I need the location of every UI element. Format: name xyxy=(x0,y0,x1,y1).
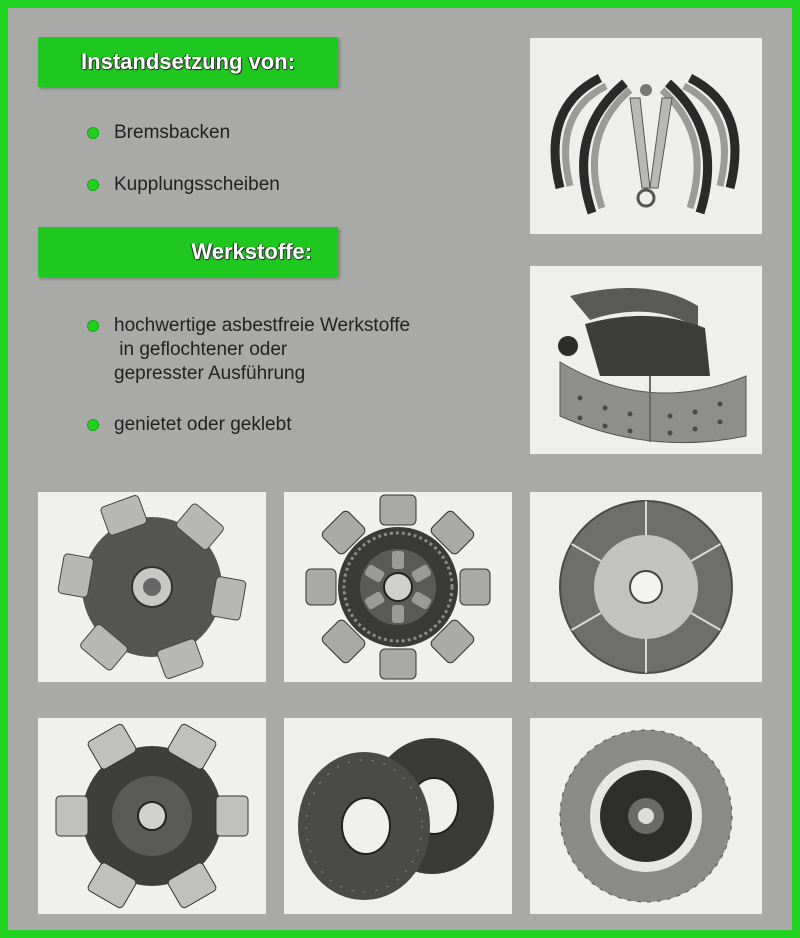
list-item-label xyxy=(114,314,410,386)
photo-brake-shoes xyxy=(530,38,762,234)
bullet-dot-icon xyxy=(88,321,98,331)
brake-shoe-assembly-icon xyxy=(530,266,762,454)
segmented-clutch-disc-icon xyxy=(530,492,762,682)
photo-clutch-disc-6-pad xyxy=(38,492,266,682)
organic-clutch-disc-icon xyxy=(530,718,762,914)
list-item-line: gepresster Ausführung xyxy=(114,363,306,384)
bullet-dot-icon xyxy=(88,128,98,138)
list-item-line: in geflochtener oder xyxy=(114,339,288,360)
ceramic-clutch-disc-6-pad-icon xyxy=(38,492,266,682)
damped-clutch-disc-6-pad-icon xyxy=(38,718,266,914)
bullet-dot-icon xyxy=(88,420,98,430)
photo-brake-shoe-assembly xyxy=(530,266,762,454)
photo-damped-clutch-disc xyxy=(38,718,266,914)
photo-segmented-clutch-disc xyxy=(530,492,762,682)
heading-werkstoffe: Werkstoffe: xyxy=(38,227,338,277)
bullet-dot-icon xyxy=(88,180,98,190)
rigid-clutch-discs-pair-icon xyxy=(284,718,512,914)
photo-organic-clutch-disc xyxy=(530,718,762,914)
list-item-label: genietet oder geklebt xyxy=(114,414,292,435)
brake-shoes-set-icon xyxy=(530,38,762,234)
ceramic-clutch-disc-8-pad-icon xyxy=(284,492,512,682)
list-item-label: Kupplungsscheiben xyxy=(114,174,280,195)
photo-clutch-disc-8-pad xyxy=(284,492,512,682)
photo-rigid-clutch-discs xyxy=(284,718,512,914)
content-panel xyxy=(8,8,792,930)
heading-instandsetzung: Instandsetzung von: xyxy=(38,37,338,87)
list-item-label: Bremsbacken xyxy=(114,122,231,143)
list-item-line: hochwertige asbestfreie Werkstoffe xyxy=(114,315,411,336)
